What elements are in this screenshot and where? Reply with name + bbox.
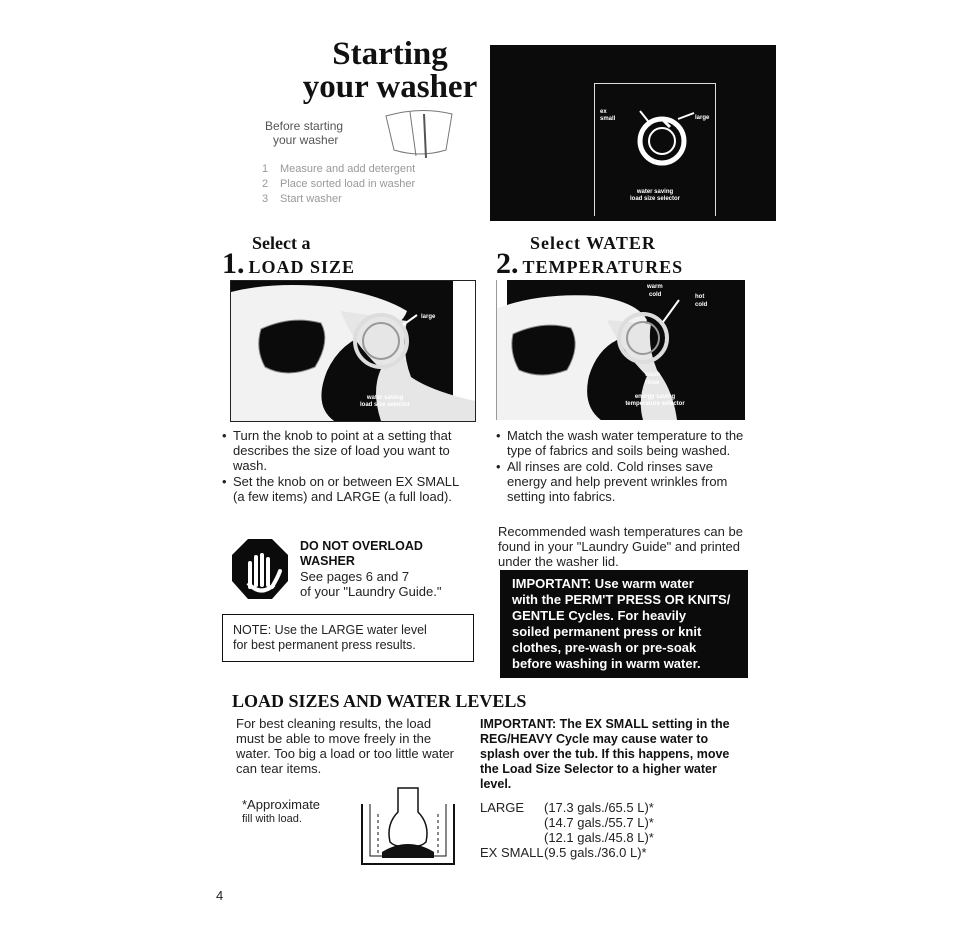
important-line2: with the PERM'T PRESS OR KNITS/	[512, 592, 731, 607]
warning-title-line1: DO NOT OVERLOAD	[300, 539, 423, 553]
panel-caption: water saving load size selector	[629, 189, 681, 202]
warning-text	[300, 539, 441, 599]
section2-subtitle: Select WATER	[530, 233, 656, 253]
before-starting-line1: Before starting	[265, 119, 344, 133]
water-level-row: LARGE (17.3 gals./65.5 L)*	[480, 800, 654, 815]
step-3: 3 Start washer	[262, 193, 342, 205]
section2-number: 2.	[496, 247, 519, 280]
section1-subtitle: Select a	[252, 233, 311, 253]
load-size-dial-icon	[618, 97, 708, 173]
washer-tub-agitator-icon	[352, 784, 464, 870]
step-1: 1 Measure and add detergent	[262, 163, 416, 175]
section1-bullet-1: • Turn the knob to point at a setting that describes the size of load you want to wash.	[222, 428, 472, 473]
water-level-row: (14.7 gals./55.7 L)*	[544, 815, 654, 830]
dial-label-ex-small: ex small	[600, 109, 616, 122]
page-title-line1: Starting	[332, 36, 448, 72]
photo2-label-cold2: cold	[695, 302, 708, 308]
page-title	[300, 38, 480, 104]
approx-line1: *Approximate	[242, 797, 321, 812]
recommended-temperatures-text: Recommended wash temperatures can be found in your "Laundry Guide" and printed under the washer lid.	[498, 524, 743, 569]
section1-bullets	[222, 428, 472, 505]
approx-line2: fill with load.	[242, 813, 302, 825]
water-level-row: EX SMALL (9.5 gals./36.0 L)*	[480, 845, 647, 860]
warning-title-line2: WASHER	[300, 554, 355, 568]
step-2: 2 Place sorted load in washer	[262, 178, 416, 190]
photo2-caption: energy saving temperature selector	[625, 394, 685, 407]
water-level-row: (12.1 gals./45.8 L)*	[544, 830, 654, 845]
before-starting-line2: your washer	[273, 133, 339, 147]
warning-text-line2: of your "Laundry Guide."	[300, 584, 442, 599]
section1-bullet-2: • Set the knob on or between EX SMALL (a few items) and LARGE (a full load).	[222, 474, 472, 504]
load-sizes-body: For best cleaning results, the load must be able to move freely in the water. Too big a load or too little water can tear items.	[236, 716, 454, 776]
warning-text-line1: See pages 6 and 7	[300, 569, 410, 584]
page-number: 4	[216, 888, 224, 903]
stop-hand-icon	[230, 537, 290, 601]
photo-caption: water saving load size selector	[359, 395, 411, 408]
important-line4: soiled permanent press or knit	[512, 624, 702, 639]
section2-heading	[496, 247, 684, 280]
dial-label-large: large	[695, 115, 710, 121]
load-size-knob-photo	[230, 280, 476, 422]
section1-number: 1.	[222, 247, 245, 280]
important-warm-water-box	[500, 570, 748, 678]
note-line2: for best permanent press results.	[233, 638, 416, 652]
photo2-label-rinse: rinse	[645, 380, 660, 386]
photo2-label-cold: cold	[649, 292, 662, 298]
page-title-line2: your washer	[302, 69, 478, 105]
important-line1: IMPORTANT: Use warm water	[512, 576, 694, 591]
load-sizes-heading: LOAD SIZES AND WATER LEVELS	[232, 691, 527, 711]
temperature-knob-photo	[496, 280, 745, 420]
ex-small-important-note: IMPORTANT: The EX SMALL setting in the REG/HEAVY Cycle may cause water to splash over the tub. If this happens, move the Load Size Selector to a higher water level.	[480, 717, 730, 791]
photo-label-large: large	[421, 314, 436, 320]
section2-bullets	[496, 428, 748, 505]
important-line5: clothes, pre-wash or pre-soak	[512, 640, 697, 655]
note-box	[222, 614, 474, 662]
important-line6: before washing in warm water.	[512, 656, 701, 671]
load-size-selector-panel	[490, 45, 776, 221]
section2-bullet-2: • All rinses are cold. Cold rinses save energy and help prevent wrinkles from setting into fabrics.	[496, 459, 748, 504]
section2-bullet-1: • Match the wash water temperature to the type of fabrics and soils being washed.	[496, 428, 748, 458]
section1-title: LOAD SIZE	[248, 257, 356, 277]
section1-heading	[222, 247, 356, 280]
photo2-label-wash: wash	[645, 372, 661, 378]
water-levels-table	[480, 800, 654, 860]
section2-title: TEMPERATURES	[522, 257, 684, 277]
before-starting-steps	[262, 162, 415, 207]
approximate-fill-note	[242, 797, 320, 827]
important-line3: GENTLE Cycles. For heavily	[512, 608, 687, 623]
before-starting-label	[265, 119, 343, 147]
measuring-cup-icon	[380, 106, 458, 164]
note-line1: NOTE: Use the LARGE water level	[233, 623, 427, 637]
photo2-label-hot: hot	[695, 294, 705, 300]
photo2-label-warm: warm	[647, 284, 663, 290]
